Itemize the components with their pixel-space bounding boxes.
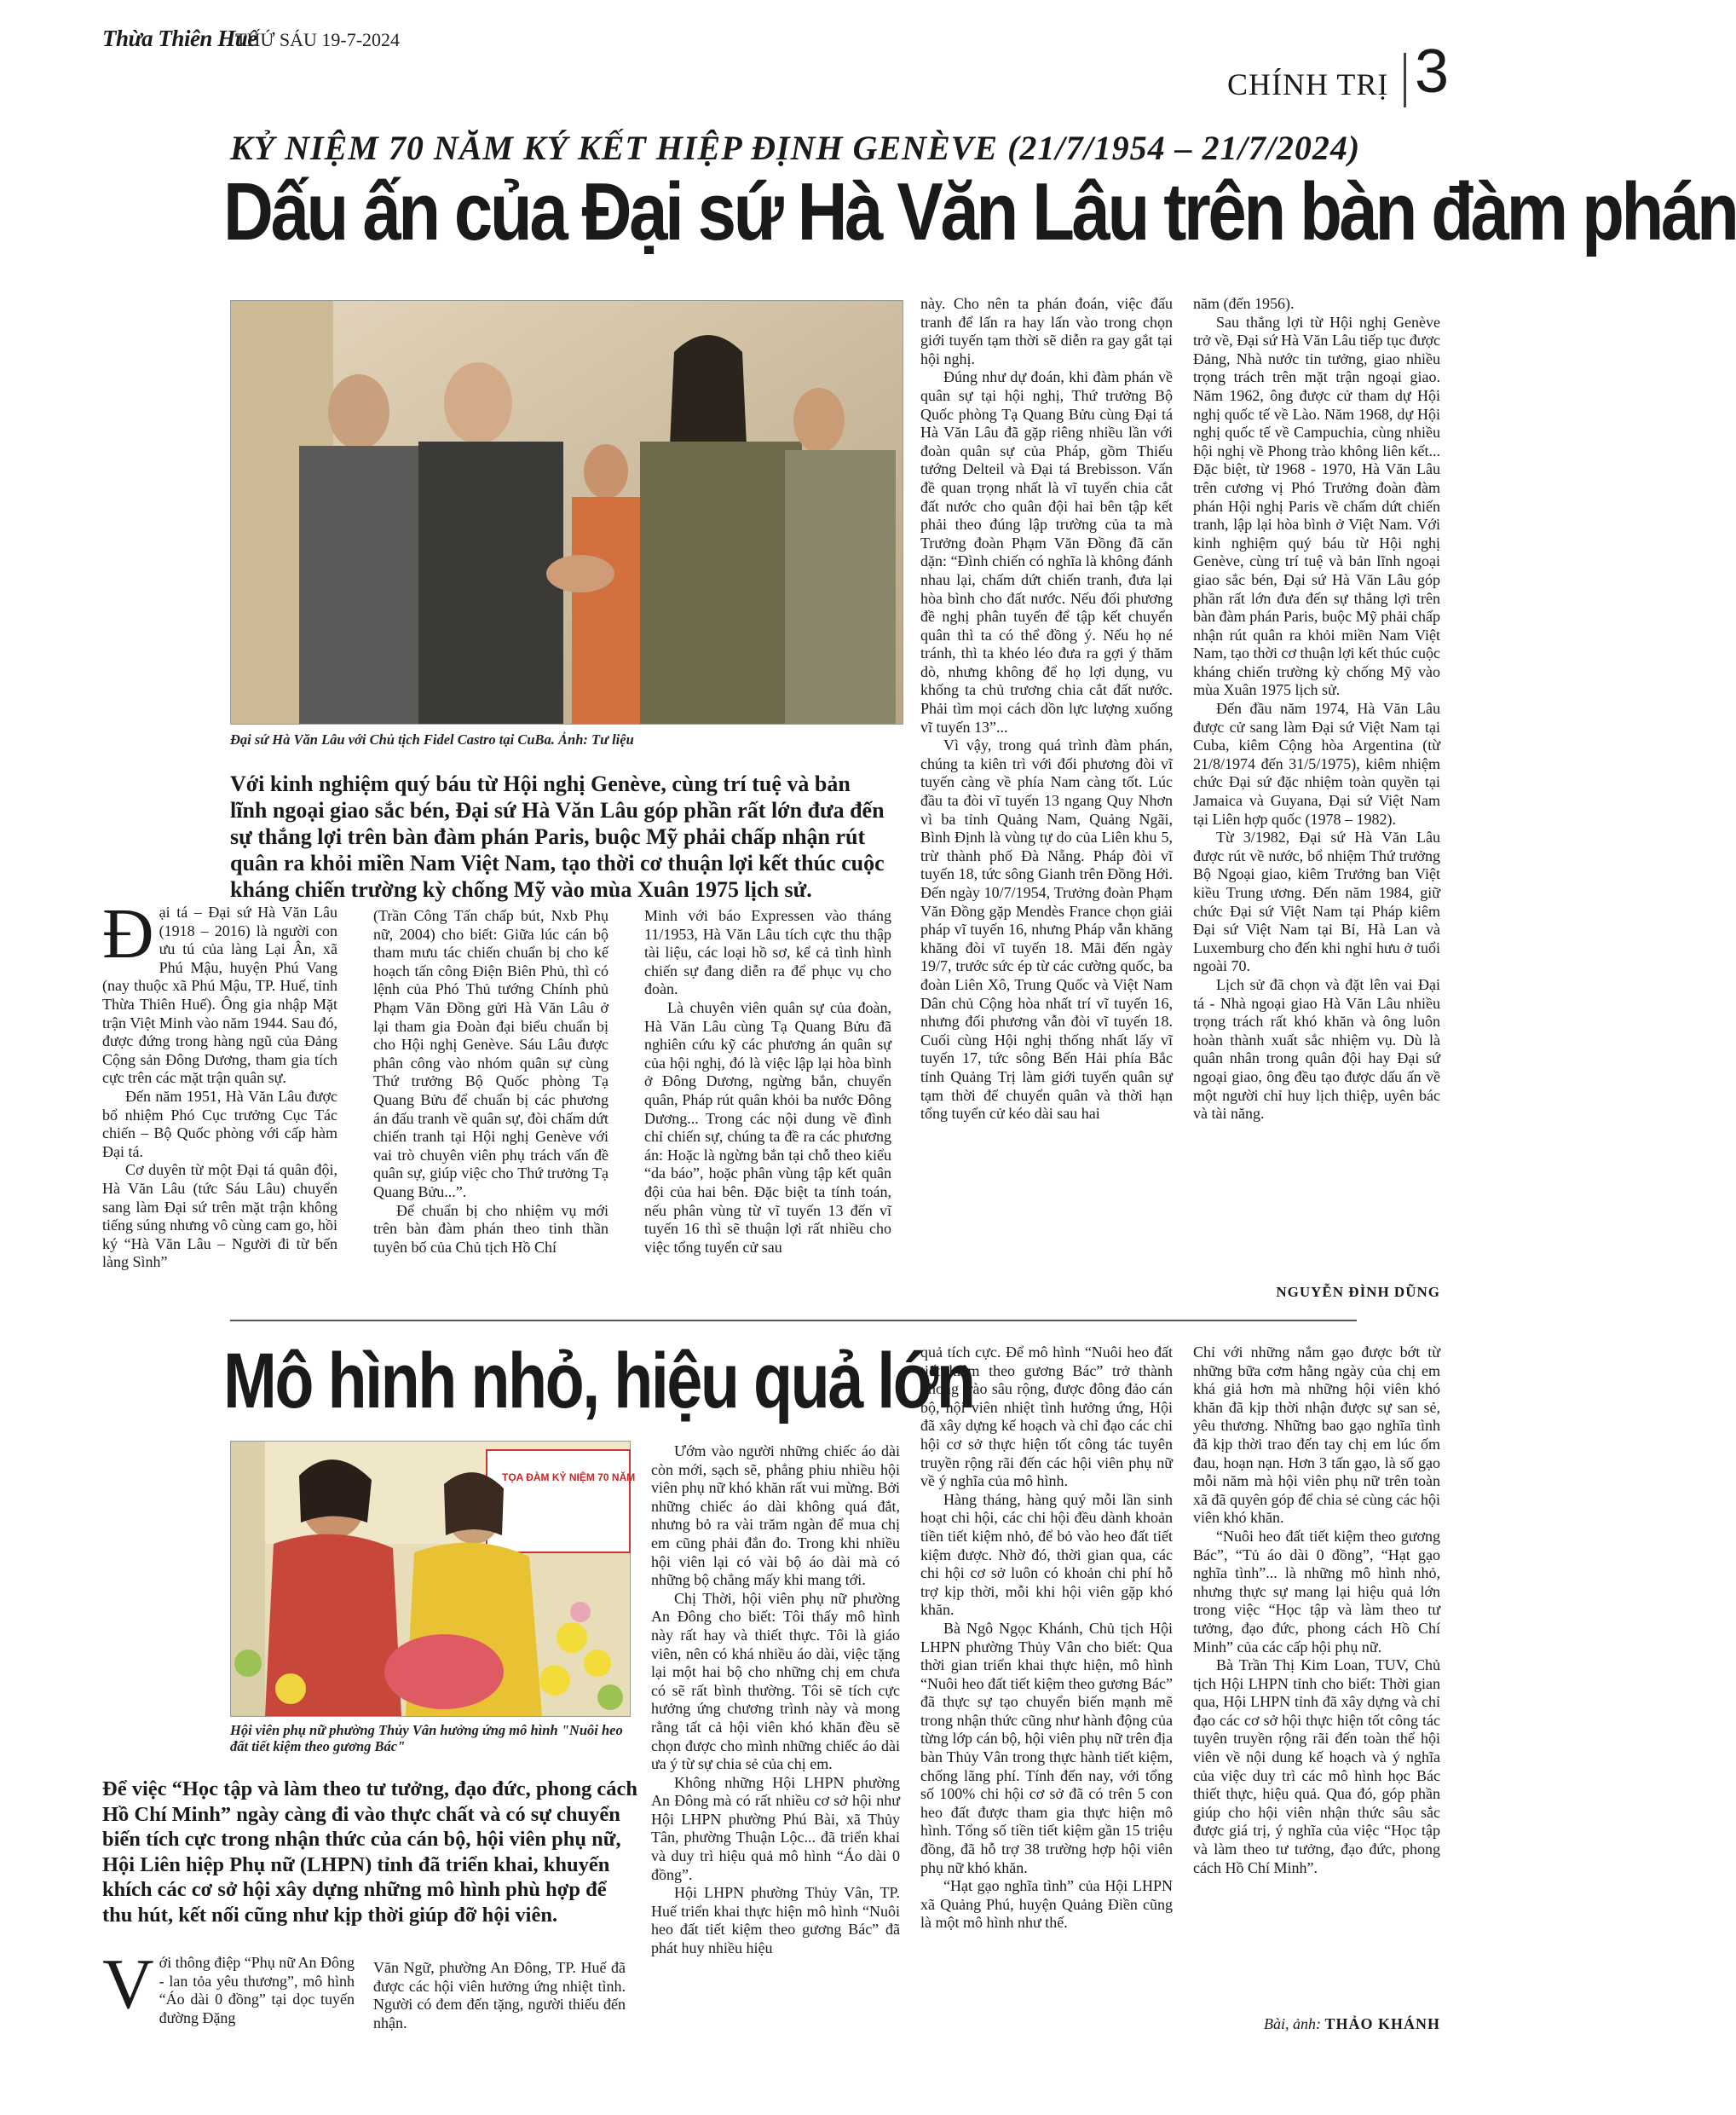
section-divider xyxy=(1404,53,1406,107)
paragraph: (Trần Công Tấn chấp bút, Nxb Phụ nữ, 2004) cho biết: Giữa lúc cán bộ tham mưu tác chiến chuẩn bị cho kế hoạch tấn công Điện Biên Phủ, thì có lệnh của Phó Thủ tướng Chính phủ Phạm Văn Đồng gửi Hà Văn Lâu ở lại tham gia Đoàn đại biểu chuẩn bị cho Hội nghị Genève. Sáu Lâu được phân công vào nhóm quân sự cùng Thứ trưởng Bộ Quốc phòng Tạ Quang Bửu để chuẩn bị các phương án đấu tranh về quân sự, đòi chấm dứt chiến tranh tại Hội nghị Genève với vai trò chuyên viên phụ trách vấn đề quân sự, giúp việc cho Thứ trưởng Tạ Quang Bửu...”. xyxy=(373,907,608,1200)
page-number: 3 xyxy=(1415,38,1450,106)
paragraph: Không những Hội LHPN phường An Đông mà có rất nhiều cơ sở hội như Hội LHPN phường Phú Bài, xã Thủy Tân, phường Thuận Lộc... đã triển khai và duy trì hiệu quả mô hình “Áo dài 0 đồng”. xyxy=(651,1773,900,1883)
article2-column-5 xyxy=(1193,1344,1440,1877)
article1-column-2 xyxy=(373,907,608,1257)
article2-headline: Mô hình nhỏ, hiệu quả lớn xyxy=(223,1338,974,1424)
article1-headline: Dấu ấn của Đại sứ Hà Văn Lâu trên bàn đàm phán xyxy=(223,166,1736,257)
paragraph: Hàng tháng, hàng quý mỗi lần sinh hoạt chi hội, các chi hội đều dành khoản tiền tiết kiệm nhỏ, để bỏ vào heo đất tiết kiệm được. Nhờ đó, thời gian qua, các chi hội cơ sở luôn có khoản chi phí hỗ trợ kịp thời, mỗi khi hội viên gặp khó khăn. xyxy=(920,1490,1173,1619)
article1-column-3 xyxy=(644,907,891,1257)
paragraph: năm (đến 1956). xyxy=(1193,295,1295,312)
article1-dropcap: Đ xyxy=(102,894,154,974)
article2-column-1 xyxy=(102,1945,355,2027)
section-label: CHÍNH TRỊ xyxy=(1227,67,1389,101)
paragraph: ới thông điệp “Phụ nữ An Đông - lan tỏa yêu thương”, mô hình “Áo dài 0 đồng” tại dọc tuyến đường Đặng xyxy=(159,1954,355,2026)
paragraph: “Nuôi heo đất tiết kiệm theo gương Bác”, “Tủ áo dài 0 đồng”, “Hạt gạo nghĩa tình”... là những mô hình nhỏ, nhưng thực sự mang lại hiệu quả lớn trong việc “Học tập và làm theo tư tưởng, đạo đức, phong cách Hồ Chí Minh” của các cấp hội phụ nữ. xyxy=(1193,1527,1440,1656)
paragraph: Để chuẩn bị cho nhiệm vụ mới trên bàn đàm phán theo tinh thần tuyên bố của Chủ tịch Hồ Chí xyxy=(373,1201,608,1256)
article-separator xyxy=(230,1320,1357,1321)
paragraph: Cơ duyên từ một Đại tá quân đội, Hà Văn Lâu (tức Sáu Lâu) chuyển sang làm Đại sứ trên mặt trận không tiếng súng nhưng vô cùng cam go, hồi ký “Hà Văn Lâu – Người đi từ bến làng Sình” xyxy=(102,1161,337,1271)
paragraph: Đúng như dự đoán, khi đàm phán về quân sự tại hội nghị, Thứ trưởng Bộ Quốc phòng Tạ Quang Bửu cùng Đại tá Hà Văn Lâu đã gặp riêng nhiều lần với đoàn quân sự của Pháp, gồm Thiếu tướng Delteil và Đại tá Brebisson. Vấn đề quan trọng nhất là vĩ tuyến chia cắt đất nước cho quân đội hai bên tập kết phải theo đúng lập trường của ta mà Trưởng đoàn Phạm Văn Đồng đã căn dặn: “Đình chiến có nghĩa là không đánh nhau lại, chấm dứt chiến tranh, đưa lại hòa bình cho đất nước. Nếu đối phương đề nghị phân tuyến để tập kết chuyển quân thì ta có thể đồng ý. Nếu họ né tránh, thì ta khéo léo đưa ra gợi ý thăm dò, nhưng không để họ lợi dụng, vu khống ta chủ trương chia cắt đất nước. Phải tìm mọi cách dồn lực lượng xuống vĩ tuyến 13”... xyxy=(920,368,1173,736)
paragraph: Chỉ với những nắm gạo được bớt từ những bữa cơm hằng ngày của chị em khá giả hơn mà những hội viên khó khăn đã kịp thời nhận được sự san sẻ, yêu thương. Những bao gạo nghĩa tình đã kịp thời trao đến tay chị em lúc ốm đau, hoạn nạn. Hơn 3 tấn gạo, là số gạo mỗi năm mà hội viên phụ nữ trên toàn xã đã quyên góp để chia sẻ cùng các hội viên khó khăn. xyxy=(1193,1344,1440,1527)
paragraph: Đến đầu năm 1974, Hà Văn Lâu được cử sang làm Đại sứ Việt Nam tại Cuba, kiêm Cộng hòa Argentina (từ 21/8/1974 đến 31/5/1975), kiêm nhiệm chức Đại sứ đặc nhiệm toàn quyền tại Jamaica và Guyana, Đại sứ Việt Nam tại Liên hợp quốc (1978 – 1982). xyxy=(1193,700,1440,828)
article1-photo-caption: Đại sứ Hà Văn Lâu với Chủ tịch Fidel Castro tại CuBa. Ảnh: Tư liệu xyxy=(230,731,634,748)
article1-lead: Với kinh nghiệm quý báu từ Hội nghị Genève, cùng trí tuệ và bản lĩnh ngoại giao sắc bén, Đại sứ Hà Văn Lâu góp phần rất lớn đưa đến sự thắng lợi trên bàn đàm phán Paris, buộc Mỹ phải chấp nhận rút quân ra khỏi miền Nam Việt Nam, tạo thời cơ thuận lợi kết thúc cuộc kháng chiến trường kỳ chống Mỹ vào mùa Xuân 1975 lịch sử. xyxy=(230,771,885,902)
article1-photo xyxy=(230,300,903,725)
article1-column-1 xyxy=(102,894,337,1272)
byline-prefix: Bài, ảnh: xyxy=(1263,2015,1321,2032)
paragraph: Minh với báo Expressen vào tháng 11/1953, Hà Văn Lâu tích cực thu thập tài liệu, các loại hồ sơ, kể cả tình hình chiến sự đang diễn ra để phục vụ cho đoàn. xyxy=(644,907,891,998)
article2-column-4 xyxy=(920,1344,1173,1933)
article1-column-4 xyxy=(920,295,1173,1124)
paragraph: Chị Thời, hội viên phụ nữ phường An Đông cho biết: Tôi thấy mô hình này rất hay và thiết thực. Tôi là giáo viên, nên có khá nhiều áo dài, việc tặng lại một hai bộ cho những chị em chưa có sẽ rất bình thường. Tôi sẽ tích cực hưởng ứng chương trình này và mong rằng tất cả hội viên khó khăn đều sẽ chọn được cho mình những chiếc áo dài ưa ý từ sự chia sẻ của chị em. xyxy=(651,1589,900,1773)
paragraph: Bà Ngô Ngọc Khánh, Chủ tịch Hội LHPN phường Thủy Vân cho biết: Qua thời gian triển khai thực hiện, mô hình “Nuôi heo đất tiết kiệm theo gương Bác” đã thực sự tạo chuyển biến mạnh mẽ trong nhận thức cũng như hành động của từng lớp cán bộ, hội viên phụ nữ trên địa bàn Thủy Vân trong thực hành tiết kiệm, chống lãng phí. Tính đến nay, với tổng số 100% chi hội cơ sở đã có trên 5 con heo đất được tham gia thực hiện mô hình. Tổng số tiền tiết kiệm gần 15 triệu đồng, đã hỗ trợ 38 trường hợp hội viên phụ nữ khó khăn. xyxy=(920,1619,1173,1876)
byline-name: THẢO KHÁNH xyxy=(1324,2015,1440,2032)
paragraph: quả tích cực. Để mô hình “Nuôi heo đất tiết kiệm theo gương Bác” trở thành phong trào sâu rộng, được đông đảo cán bộ, hội viên nhiệt tình hưởng ứng, Hội đã xây dựng kế hoạch và chỉ đạo các chi hội cơ sở thực hiện tốt công tác tuyên truyền rộng rãi đến các hội viên phụ nữ về ý nghĩa của mô hình. xyxy=(920,1344,1173,1490)
article2-photo-caption: Hội viên phụ nữ phường Thủy Vân hưởng ứng mô hình "Nuôi heo đất tiết kiệm theo gương Bác" xyxy=(230,1722,623,1754)
paragraph: Đến năm 1951, Hà Văn Lâu được bổ nhiệm Phó Cục trưởng Cục Tác chiến – Bộ Quốc phòng với cấp hàm Đại tá. xyxy=(102,1087,337,1160)
article2-lead: Để việc “Học tập và làm theo tư tưởng, đạo đức, phong cách Hồ Chí Minh” ngày càng đi vào thực chất và có sự chuyển biến tích cực trong nhận thức của cán bộ, hội viên phụ nữ, Hội Liên hiệp Phụ nữ (LHPN) tỉnh đã triển khai, khuyến khích các cơ sở hội xây dựng những mô hình phù hợp để thu hút, kết nối cũng như kịp thời giúp đỡ hội viên. xyxy=(102,1777,637,1927)
paragraph: Từ 3/1982, Đại sứ Hà Văn Lâu được rút về nước, bổ nhiệm Thứ trưởng Bộ Ngoại giao, kiêm Trưởng ban Việt kiều Trung ương. Đến năm 1984, giữ chức Đại sứ Việt Nam tại Pháp kiêm Đại sứ Việt Nam tại Bỉ, Hà Lan và Luxemburg cho đến khi nghỉ hưu ở tuổi ngoài 70. xyxy=(1193,829,1440,975)
newspaper-name: Thừa Thiên Huế xyxy=(102,26,257,51)
article2-dropcap: V xyxy=(102,1945,154,2024)
paragraph: Sau thắng lợi từ Hội nghị Genève trở về, Đại sứ Hà Văn Lâu tiếp tục được Đảng, Nhà nước tin tưởng, giao nhiều trọng trách trên mặt trận ngoại giao. Năm 1962, ông được cử tham dự Hội nghị quốc tế về Lào. Năm 1968, dự Hội nghị quốc tế về Campuchia, cùng nhiều hội nghị về Phong trào không liên kết... Đặc biệt, từ 1968 - 1970, Hà Văn Lâu trên cương vị Phó Trưởng đoàn đàm phán Hội nghị Paris về chấm dứt chiến tranh, lập lại hòa bình ở Việt Nam. Với kinh nghiệm quý báu từ Hội nghị Genève, cùng trí tuệ và bản lĩnh ngoại giao sắc bén, Đại sứ Hà Văn Lâu góp phần rất lớn đưa đến sự thắng lợi trên bàn đàm phán Paris, buộc Mỹ phải chấp nhận rút quân ra khỏi miền Nam Việt Nam, tạo thời cơ thuận lợi kết thúc cuộc kháng chiến trường kỳ chống Mỹ vào mùa Xuân 1975 lịch sử. xyxy=(1193,313,1440,699)
paragraph: Hội LHPN phường Thủy Vân, TP. Huế triển khai thực hiện mô hình “Nuôi heo đất tiết kiệm theo gương Bác” đã phát huy nhiều hiệu xyxy=(651,1884,900,1957)
paragraph: Là chuyên viên quân sự của đoàn, Hà Văn Lâu cùng Tạ Quang Bửu đã nghiên cứu kỹ các phương án quân sự của hội nghị, đó là việc lập lại hòa bình ở Đông Dương, ngừng bắn, chuyển quân, Pháp rút quân khỏi ba nước Đông Dương... Trong các nội dung về đình chỉ chiến sự, chúng ta đề ra các phương án: Hoặc là ngừng bắn tại chỗ theo kiểu “da báo”, hoặc phân vùng tập kết quân đội của hai bên. Đặc biệt ta tính toán, nếu phân vùng từ vĩ tuyến 13 đến vĩ tuyến 16 thì sẽ thuận lợi rất nhiều cho việc tổng tuyển cử sau xyxy=(644,998,891,1256)
paragraph: Lịch sử đã chọn và đặt lên vai Đại tá - Nhà ngoại giao Hà Văn Lâu nhiều trọng trách rất khó khăn và ông luôn hoàn thành xuất sắc nhiệm vụ. Dù là quân nhân trong quân đội hay Đại sứ ngoại giao, ông đều tạo được dấu ấn về một người chỉ huy lịch thiệp, uyên bác và tài năng. xyxy=(1193,975,1440,1123)
article2-photo xyxy=(230,1441,636,1717)
paragraph: Vì vậy, trong quá trình đàm phán, chúng ta kiên trì với đối phương đòi vĩ tuyến càng về phía Nam càng tốt. Lúc đầu ta đòi vĩ tuyến 13 ngang Quy Nhơn vì ba tỉnh Quảng Nam, Quảng Ngãi, Bình Định là vùng tự do của Liên khu 5, trừ thành phố Đà Nẵng. Pháp đòi vĩ tuyến 18, tức sông Gianh trên Đồng Hới. Đến ngày 10/7/1954, Trưởng đoàn Phạm Văn Đồng gặp Mendès France chọn giải pháp vĩ tuyến 16, nhưng Pháp vẫn khăng khăng đòi vĩ tuyến 18. Mãi đến ngày 19/7, trước sức ép từ các cường quốc, ba đoàn Liên Xô, Trung Quốc và Việt Nam Dân chủ Cộng hòa nhất trí vĩ tuyến 16, nhưng đối phương vẫn đòi vĩ tuyến 18. Cuối cùng Hội nghị thống nhất lấy vĩ tuyến 17, tức sông Bến Hải phía Bắc tỉnh Quảng Trị làm giới tuyến quân sự tạm thời để chuyển quân và thời hạn tổng tuyển cử kéo dài sau hai xyxy=(920,737,1173,1123)
paragraph: Văn Ngữ, phường An Đông, TP. Huế đã được các hội viên hưởng ứng nhiệt tình. Người có đem đến tặng, người thiếu đến nhận. xyxy=(373,1959,626,2031)
paragraph: Bà Trần Thị Kim Loan, TUV, Chủ tịch Hội LHPN tỉnh cho biết: Thời gian qua, Hội LHPN tỉnh đã xây dựng và chỉ đạo các cơ sở hội thực hiện tốt công tác tuyên truyền rộng rãi đến toàn thể hội viên về nội dung kế hoạch và ý nghĩa của việc duy trì các mô hình học Bác thiết thực, hiệu quả. Qua đó, góp phần giúp cho hội viên nhận thức sâu sắc được giá trị, ý nghĩa của việc “Học tập và làm theo tư tưởng, đạo đức, phong cách Hồ Chí Minh”. xyxy=(1193,1656,1440,1876)
paragraph: này. Cho nên ta phán đoán, việc đấu tranh để lấn ra hay lấn vào trong chọn giới tuyến tạm thời sẽ diễn ra gay gắt tại hội nghị. xyxy=(920,295,1173,367)
article1-kicker: KỶ NIỆM 70 NĂM KÝ KẾT HIỆP ĐỊNH GENÈVE (21/7/1954 – 21/7/2024) xyxy=(230,129,1361,167)
paragraph: “Hạt gạo nghĩa tình” của Hội LHPN xã Quảng Phú, huyện Quảng Điền cũng là một mô hình như thế. xyxy=(920,1877,1173,1932)
issue-date: THỨ SÁU 19-7-2024 xyxy=(235,29,401,50)
article2-column-3 xyxy=(651,1442,900,1958)
paragraph: Ướm vào người những chiếc áo dài còn mới, sạch sẽ, phẳng phiu nhiều hội viên phụ nữ khó khăn rất vui mừng. Bởi những chiếc áo dài không quá đắt, nhưng bỏ ra vài trăm ngàn để mua chị em cũng phải đắn đo. Trong khi nhiều hội viên lại có vài bộ áo dài mà có những bộ chẳng mấy khi mang tới. xyxy=(651,1442,900,1589)
article1-column-5 xyxy=(1193,295,1440,1124)
paragraph: ại tá – Đại sứ Hà Văn Lâu (1918 – 2016) là người con ưu tú của làng Lại Ân, xã Phú Mậu, huyện Phú Vang (nay thuộc xã Phú Mậu, TP. Huế, tỉnh Thừa Thiên Huế). Ông gia nhập Mặt trận Việt Minh vào năm 1944. Sau đó, được đứng trong hàng ngũ của Đảng Cộng sản Đông Dương, tham gia tích cực trên các mặt trận quân sự. xyxy=(102,904,337,1087)
article2-column-2 xyxy=(373,1959,626,2032)
photo-banner-text: TỌA ĐÀM KỶ NIỆM 70 NĂM xyxy=(502,1471,636,1483)
article1-byline: NGUYỄN ĐÌNH DŨNG xyxy=(1276,1284,1440,1300)
article2-byline xyxy=(1193,2015,1440,2033)
